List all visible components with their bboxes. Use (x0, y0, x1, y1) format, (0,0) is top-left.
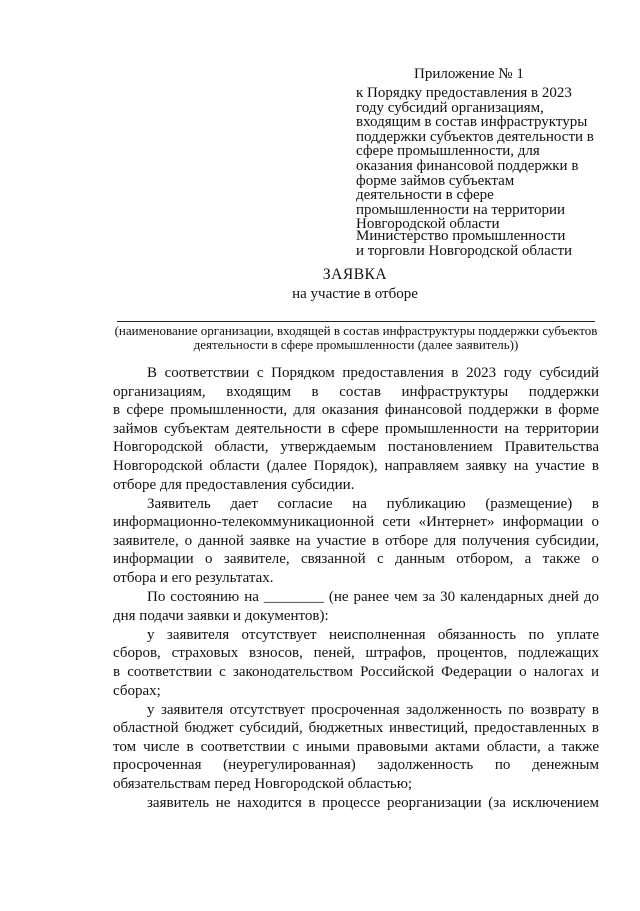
body-line: информации о заявителе, связанной с данным отбором, а также о (113, 551, 599, 568)
document-title: ЗАЯВКА (322, 266, 388, 283)
body-line: сборов, страховых взносов, пеней, штрафов, процентов, подлежащих (113, 645, 599, 662)
application-body (113, 364, 599, 813)
body-line: отбора и его результатах. (113, 570, 274, 587)
document-subtitle: на участие в отборе (292, 286, 418, 302)
body-line: том числе в соответствии с иными правовыми актами области, а также (113, 738, 599, 755)
appendix-line: сфере промышленности, для (356, 143, 540, 160)
body-line: заявитель не находится в процессе реорганизации (за исключением (147, 795, 599, 812)
appendix-title: Приложение № 1 (414, 66, 524, 82)
appendix-line: к Порядку предоставления в 2023 (356, 85, 572, 101)
body-line: обязательствам перед Новгородской областью; (113, 776, 413, 793)
body-line: в сфере промышленности, для оказания финансовой поддержки в форме (113, 402, 599, 419)
body-line: организациям, входящим в состав инфраструктуры поддержки (113, 383, 599, 400)
body-line: в соответствии с законодательством Российской Федерации о налогах и (113, 664, 599, 680)
body-line: отборе для предоставления субсидии. (113, 476, 355, 493)
appendix-line: году субсидий организациям, (356, 99, 544, 116)
body-line: заявителе, о данной заявке на участие в отборе для получения субсидии, (113, 532, 599, 549)
body-line: Новгородской области (далее Порядок), направляем заявку на участие в (113, 457, 599, 474)
appendix-reference (356, 86, 616, 232)
addressee-line: Министерство промышленности (356, 228, 566, 244)
body-line: В соответствии с Порядком предоставления в 2023 году субсидий (147, 365, 599, 381)
body-line: дня подачи заявки и документов): (113, 607, 329, 624)
body-line: займов субъектам деятельности в сфере промышленности на территории (113, 420, 599, 437)
body-line: у заявителя отсутствует просроченная задолженность по возврату в (147, 701, 599, 718)
appendix-line: Новгородской области (356, 216, 500, 233)
caption-line: деятельности в сфере промышленности (далее заявитель)) (193, 337, 519, 352)
body-line: Заявитель дает согласие на публикацию (размещение) в (147, 495, 599, 512)
organization-name-fill-line (117, 321, 595, 322)
appendix-line: входящим в состав инфраструктуры (356, 114, 588, 131)
appendix-line: поддержки субъектов деятельности в (356, 128, 594, 145)
addressee-line: и торговли Новгородской области (356, 243, 573, 259)
addressee (356, 229, 616, 259)
caption-line: (наименование организации, входящей в состав инфраструктуры поддержки субъектов (114, 323, 598, 338)
fill-line-caption (106, 324, 606, 352)
appendix-line: оказания финансовой поддержки в (356, 157, 579, 174)
appendix-line: деятельности в сфере (356, 187, 494, 204)
body-line: сборах; (113, 682, 161, 699)
body-line: По состоянию на ________ (не ранее чем за 30 календарных дней до (147, 589, 599, 606)
body-line: просроченная (неурегулированная) задолженность по денежным (113, 757, 599, 774)
body-line: информационно-телекоммуникационной сети «Интернет» информации о (113, 514, 599, 531)
body-line: областной бюджет субсидий, бюджетных инвестиций, предоставленных в (113, 720, 599, 737)
appendix-line: промышленности на территории (356, 201, 566, 218)
body-line: у заявителя отсутствует неисполненная обязанность по уплате (147, 626, 599, 643)
body-line: Новгородской области, утверждаемым постановлением Правительства (113, 439, 599, 456)
appendix-line: форме займов субъектам (356, 172, 515, 189)
